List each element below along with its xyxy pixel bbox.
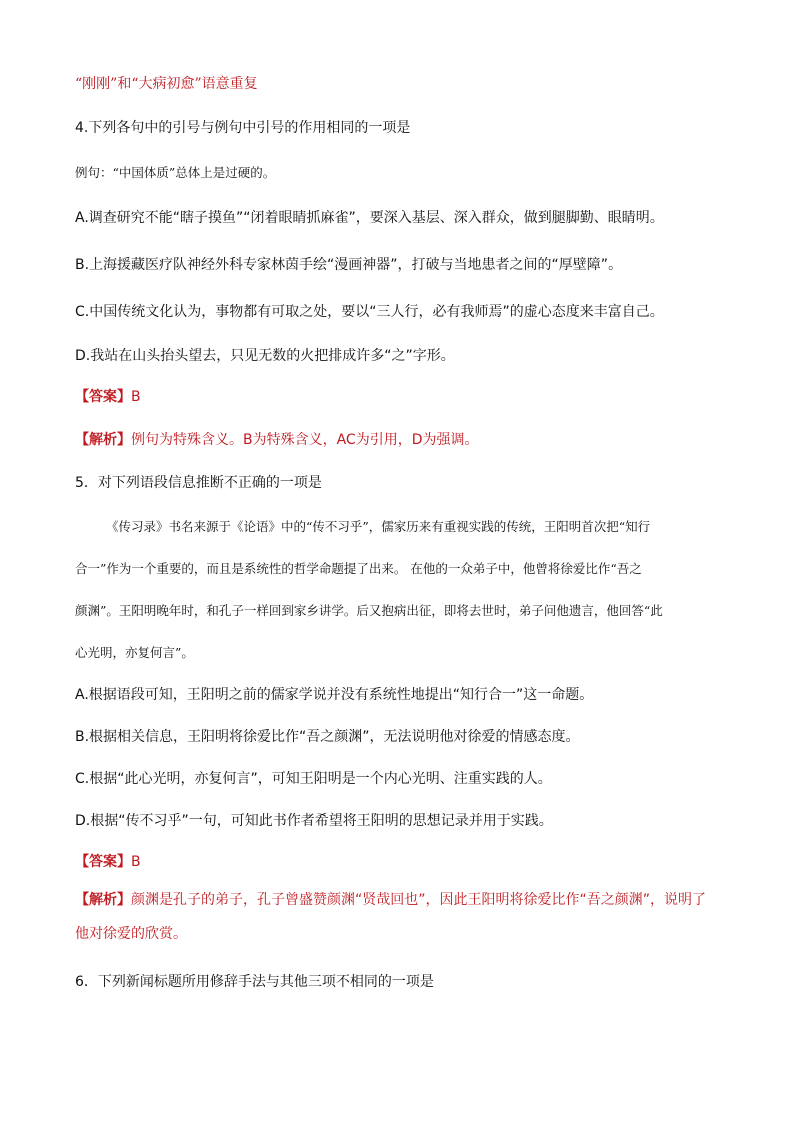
- analysis-label: 【解析】: [75, 892, 131, 908]
- analysis-text: 例句为特殊含义。B为特殊含义，AC为引用，D为强调。: [131, 432, 479, 448]
- q4-example: 例句：“中国体质”总体上是过硬的。: [75, 165, 276, 180]
- q4-answer: [75, 387, 141, 407]
- q4-option-d: D.我站在山头抬头望去，只见无数的火把排成许多“之”字形。: [75, 348, 455, 364]
- q5-option-b: B.根据相关信息，王阳明将徐爱比作“吾之颜渊”，无法说明他对徐爱的情感态度。: [75, 729, 580, 745]
- q5-analysis: [75, 890, 706, 910]
- q4-analysis: [75, 430, 479, 450]
- q5-passage-line: 合一”作为一个重要的，而且是系统性的哲学命题提了出来。 在他的一众弟子中，他曾将徐爱比作“吾之: [75, 561, 642, 576]
- q5-option-a: A.根据语段可知，王阳明之前的儒家学说并没有系统性地提出“知行合一”这一命题。: [75, 687, 594, 703]
- answer-value: B: [131, 854, 141, 870]
- q5-option-c: C.根据“此心光明，亦复何言”，可知王阳明是一个内心光明、注重实践的人。: [75, 771, 552, 787]
- analysis-text: 颜渊是孔子的弟子，孔子曾盛赞颜渊“贤哉回也”，因此王阳明将徐爱比作“吾之颜渊”，说明了: [131, 892, 707, 908]
- q6-stem: 6．下列新闻标题所用修辞手法与其他三项不相同的一项是: [75, 974, 434, 990]
- q4-stem: 4.下列各句中的引号与例句中引号的作用相同的一项是: [75, 120, 411, 136]
- q3-analysis-tail: “刚刚”和“大病初愈”语意重复: [75, 76, 258, 92]
- answer-label: 【答案】: [75, 389, 131, 405]
- q4-option-b: B.上海援藏医疗队神经外科专家林茵手绘“漫画神器”，打破与当地患者之间的“厚壁障”。: [75, 257, 623, 273]
- q5-analysis-continued: 他对徐爱的欣赏。: [75, 926, 187, 942]
- analysis-label: 【解析】: [75, 432, 131, 448]
- q4-option-c: C.中国传统文化认为，事物都有可取之处，要以“三人行，必有我师焉”的虚心态度来丰富自己。: [75, 304, 664, 320]
- q4-option-a: A.调查研究不能“瞎子摸鱼”“闭着眼睛抓麻雀”，要深入基层、深入群众，做到腿脚勤、眼睛明。: [75, 210, 664, 226]
- q5-passage-line: 《传习录》书名来源于《论语》中的“传不习乎”，儒家历来有重视实践的传统，王阳明首次把“知行: [106, 519, 651, 534]
- q5-answer: [75, 852, 141, 872]
- q5-passage-line: 颜渊”。王阳明晚年时，和孔子一样回到家乡讲学。后又抱病出征，即将去世时，弟子问他遗言，他回答“此: [75, 603, 663, 618]
- q5-passage-line: 心光明，亦复何言”。: [75, 645, 194, 660]
- answer-value: B: [131, 389, 141, 405]
- answer-label: 【答案】: [75, 854, 131, 870]
- q5-option-d: D.根据“传不习乎”一句，可知此书作者希望将王阳明的思想记录并用于实践。: [75, 813, 553, 829]
- q5-stem: 5．对下列语段信息推断不正确的一项是: [75, 475, 322, 491]
